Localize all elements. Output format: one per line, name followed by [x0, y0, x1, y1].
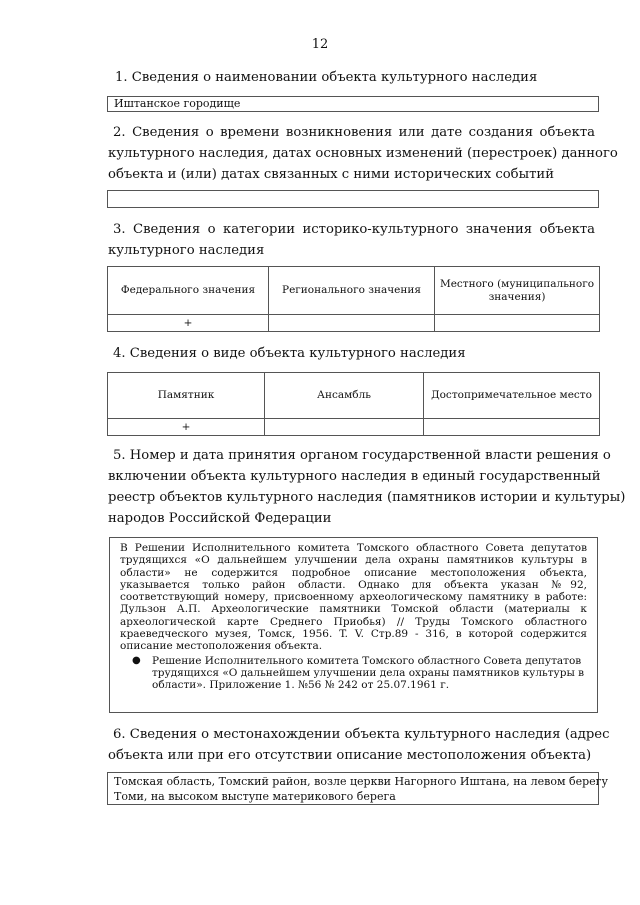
registry-text-line: Дульзон А.П. Археологические памятники Томской области (материалы к [120, 603, 587, 616]
section5-heading-line: 5. Номер и дата принятия органом государственной власти решения о [113, 448, 611, 463]
section5-heading-line: реестр объектов культурного наследия (памятников истории и культуры) [108, 490, 626, 505]
section2-heading-line: культурного наследия, датах основных изменений (перестроек) данного [108, 146, 618, 161]
category-regional-header: Регионального значения [269, 267, 435, 315]
type-monument-header: Памятник [108, 373, 265, 419]
registry-text-line: соответствующий номеру, присвоенному археологическому памятнику в работе: [120, 591, 587, 604]
section5-heading-line: народов Российской Федерации [108, 511, 332, 526]
section2-heading-line: 2. Сведения о времени возникновения или дате создания объекта [113, 125, 595, 140]
type-place-header: Достопримечательное место [424, 373, 600, 419]
registry-bullet-line: области». Приложение 1. №56 № 242 от 25.07.1961 г. [152, 679, 450, 692]
section6-heading [108, 724, 610, 766]
type-ensemble-value [265, 419, 424, 436]
location-field [107, 772, 608, 805]
object-name-value: Иштанское городище [114, 97, 241, 110]
category-regional-value [269, 315, 435, 332]
registry-bullet-line: трудящихся «О дальнейшем улучшении дела охраны памятников культуры в [152, 666, 585, 679]
section6-heading-line: объекта или при его отсутствии описание местоположения объекта) [108, 748, 592, 763]
registry-text-line: трудящихся «О дальнейшем улучшении дела охраны памятников культуры в [120, 554, 587, 567]
type-table [107, 372, 600, 436]
section2-heading-line: объекта и (или) датах связанных с ними исторических событий [108, 167, 554, 182]
registry-decision-text [120, 542, 587, 653]
registry-text-line: описание местоположения объекта. [120, 640, 323, 653]
registry-text-line: краеведческого музея, Томск, 1956. T. V. Стр.89 - 316, в которой содержится [120, 628, 587, 641]
location-line: Томская область, Томский район, возле церкви Нагорного Иштана, на левом берегу [114, 775, 608, 788]
registry-decision-box [109, 537, 598, 713]
section6-heading-line: 6. Сведения о местонахождении объекта культурного наследия (адрес [113, 727, 610, 742]
section3-heading-line: 3. Сведения о категории историко-культурного значения объекта [113, 222, 595, 237]
section3-heading-line: культурного наследия [108, 243, 265, 258]
section3-heading [108, 219, 595, 261]
type-ensemble-header: Ансамбль [265, 373, 424, 419]
category-federal-header: Федерального значения [108, 267, 269, 315]
registry-text-line: археологической карте Среднего Приобья) // Труды Томского областного [120, 615, 587, 628]
registry-bullet-line: Решение Исполнительного комитета Томского областного Совета депутатов [152, 654, 582, 667]
section5-heading-line: включении объекта культурного наследия в единый государственный [108, 469, 601, 484]
type-place-value [424, 419, 600, 436]
registry-text-line: указывается только район области. Однако для объекта указан №92, [120, 578, 587, 591]
registry-text-line: области» не содержится подробное описание местоположения объекта, [120, 566, 587, 579]
category-federal-value: + [108, 315, 269, 332]
dates-field [107, 190, 599, 208]
section1-heading: 1. Сведения о наименовании объекта культурного наследия [115, 70, 538, 85]
bullet-dot-icon: ● [132, 654, 141, 666]
registry-text-line: В Решении Исполнительного комитета Томского областного Совета депутатов [120, 542, 587, 554]
category-table [107, 266, 600, 332]
section5-heading [108, 445, 626, 529]
location-line: Томи, на высоком выступе материкового берега [114, 790, 396, 803]
registry-bullet-item [120, 655, 587, 692]
section2-heading [108, 122, 618, 185]
page-number: 12 [311, 37, 329, 52]
category-local-header: Местного (муниципального значения) [435, 267, 600, 315]
category-local-value [435, 315, 600, 332]
section4-heading: 4. Сведения о виде объекта культурного наследия [113, 346, 466, 361]
object-name-field [107, 96, 599, 112]
type-monument-value: + [108, 419, 265, 436]
